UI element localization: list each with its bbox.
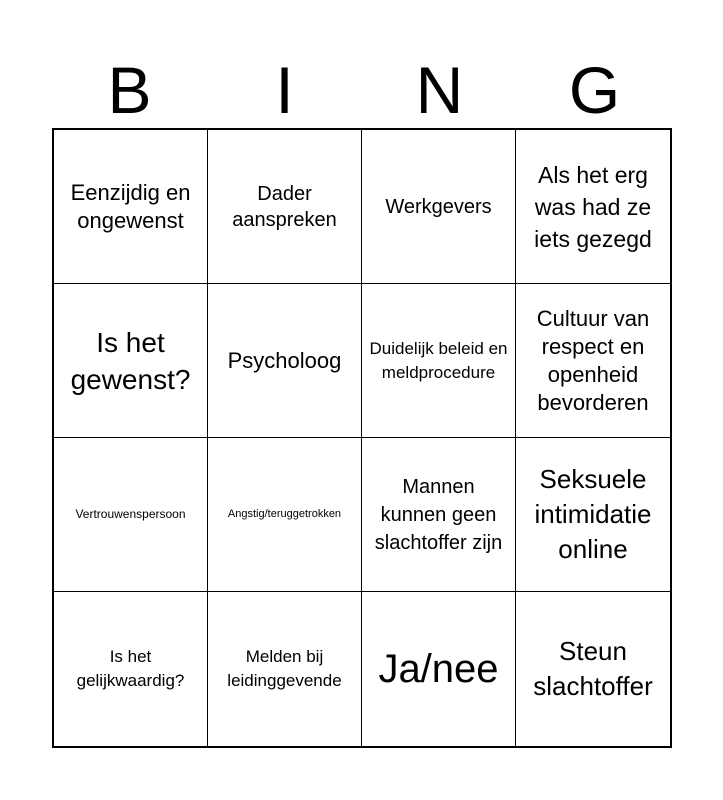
bingo-grid xyxy=(52,128,672,748)
bingo-cell-text: Ja/nee xyxy=(378,647,499,691)
bingo-cell-text: Mannen kunnen geen slachtoffer zijn xyxy=(374,475,503,554)
bingo-cell-r1c4[interactable] xyxy=(516,130,670,284)
bingo-cell-text: Is het gewenst? xyxy=(70,326,191,395)
header-letter-n: N xyxy=(415,53,464,127)
header-letter-i: I xyxy=(275,53,294,127)
bingo-cell-text: Dader aanspreken xyxy=(232,182,337,231)
bingo-cell-r3c2[interactable] xyxy=(208,438,362,592)
bingo-cell-text: Cultuur van respect en openheid bevorderen xyxy=(536,305,650,415)
bingo-header xyxy=(52,52,672,128)
bingo-cell-text: Melden bij leidinggevende xyxy=(227,647,342,690)
bingo-cell-text: Angstig/teruggetrokken xyxy=(227,508,342,520)
bingo-cell-r1c3[interactable] xyxy=(362,130,516,284)
bingo-cell-r2c3[interactable] xyxy=(362,284,516,438)
bingo-cell-text: Werkgevers xyxy=(385,195,492,218)
bingo-cell-r1c2[interactable] xyxy=(208,130,362,284)
header-letter-b: B xyxy=(107,53,152,127)
bingo-cell-text: Psycholoog xyxy=(227,347,342,373)
bingo-cell-r4c4[interactable] xyxy=(516,592,670,746)
bingo-cell-r2c4[interactable] xyxy=(516,284,670,438)
header-letter-g: G xyxy=(568,53,621,127)
bingo-cell-text: Als het erg was had ze iets gezegd xyxy=(534,161,652,252)
bingo-cell-r2c2[interactable] xyxy=(208,284,362,438)
bingo-cell-r4c2[interactable] xyxy=(208,592,362,746)
bingo-cell-r3c3[interactable] xyxy=(362,438,516,592)
bingo-cell-text: Vertrouwenspersoon xyxy=(75,507,186,521)
bingo-cell-r1c1[interactable] xyxy=(54,130,208,284)
bingo-cell-text: Eenzijdig en ongewenst xyxy=(70,179,191,233)
bingo-cell-text: Duidelijk beleid en meldprocedure xyxy=(369,338,508,382)
bingo-cell-r4c1[interactable] xyxy=(54,592,208,746)
bingo-cell-text: Is het gelijkwaardig? xyxy=(76,647,185,690)
bingo-cell-r4c3[interactable] xyxy=(362,592,516,746)
bingo-cell-r2c1[interactable] xyxy=(54,284,208,438)
bingo-cell-r3c1[interactable] xyxy=(54,438,208,592)
bingo-cell-text: Steun slachtoffer xyxy=(533,636,653,701)
bingo-cell-r3c4[interactable] xyxy=(516,438,670,592)
bingo-cell-text: Seksuele intimidatie online xyxy=(534,464,652,564)
